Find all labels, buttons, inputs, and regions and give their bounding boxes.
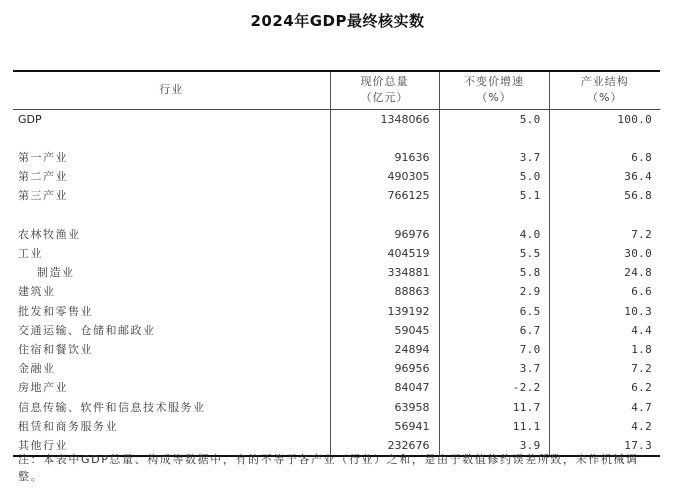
value-cell — [330, 129, 439, 148]
growth-cell: 2.9 — [439, 282, 549, 301]
share-cell: 6.6 — [549, 282, 660, 301]
table-spacer-row — [13, 129, 660, 148]
growth-cell — [439, 129, 549, 148]
value-cell — [330, 206, 439, 225]
value-cell: 91636 — [330, 148, 439, 167]
share-cell: 4.4 — [549, 321, 660, 340]
value-cell: 59045 — [330, 321, 439, 340]
industry-cell — [13, 206, 330, 225]
growth-cell: 3.7 — [439, 359, 549, 378]
growth-cell — [439, 206, 549, 225]
share-cell: 24.8 — [549, 263, 660, 282]
industry-cell: 制造业 — [37, 266, 75, 280]
industry-cell: 第一产业 — [18, 150, 68, 164]
value-cell: 56941 — [330, 417, 439, 436]
table-row — [13, 359, 660, 378]
industry-cell: 租赁和商务服务业 — [18, 419, 118, 433]
table-header-row — [13, 71, 660, 109]
value-cell: 334881 — [330, 263, 439, 282]
industry-cell: 工业 — [18, 246, 43, 260]
table-body — [13, 109, 660, 456]
header-share-line1: 产业结构 — [580, 75, 629, 89]
header-industry-label: 行业 — [159, 83, 184, 97]
growth-cell: 3.7 — [439, 148, 549, 167]
industry-cell: 建筑业 — [18, 285, 56, 299]
table-footnote: 注：本表中GDP总量、构成等数据中，有的不等于各产业（行业）之和，是由于数值修约误差所致，未作机械调整。 — [18, 453, 639, 483]
value-cell: 766125 — [330, 186, 439, 205]
industry-cell: 第三产业 — [18, 189, 68, 203]
industry-cell — [13, 129, 330, 148]
value-cell: 84047 — [330, 378, 439, 397]
growth-cell: 11.1 — [439, 417, 549, 436]
table-row — [13, 148, 660, 167]
growth-cell: 5.8 — [439, 263, 549, 282]
value-cell: 88863 — [330, 282, 439, 301]
document-title: 2024年GDP最终核实数 — [250, 12, 425, 30]
table-spacer-row — [13, 206, 660, 225]
value-cell: 139192 — [330, 302, 439, 321]
table-row — [13, 263, 660, 282]
share-cell: 100.0 — [549, 109, 660, 129]
header-value-line2: （亿元） — [360, 91, 409, 105]
table-row — [13, 378, 660, 397]
value-cell: 24894 — [330, 340, 439, 359]
share-cell: 7.2 — [549, 225, 660, 244]
share-cell — [549, 129, 660, 148]
share-cell: 4.2 — [549, 417, 660, 436]
value-cell: 490305 — [330, 167, 439, 186]
table-row — [13, 398, 660, 417]
industry-cell: 农林牧渔业 — [18, 227, 81, 241]
table-row — [13, 340, 660, 359]
growth-cell: -2.2 — [439, 378, 549, 397]
share-cell: 10.3 — [549, 302, 660, 321]
industry-cell: 住宿和餐饮业 — [18, 342, 93, 356]
industry-cell: 金融业 — [18, 362, 56, 376]
header-growth-line1: 不变价增速 — [464, 75, 524, 89]
growth-cell: 5.1 — [439, 186, 549, 205]
share-cell: 1.8 — [549, 340, 660, 359]
industry-cell: 第二产业 — [18, 170, 68, 184]
industry-cell: 批发和零售业 — [18, 304, 93, 318]
growth-cell: 6.7 — [439, 321, 549, 340]
share-cell: 6.2 — [549, 378, 660, 397]
industry-cell: 其他行业 — [13, 436, 330, 456]
growth-cell: 3.9 — [439, 436, 549, 456]
growth-cell: 7.0 — [439, 340, 549, 359]
table-row — [13, 302, 660, 321]
share-cell: 7.2 — [549, 359, 660, 378]
header-share-line2: （%） — [587, 91, 623, 105]
header-growth-line2: （%） — [476, 91, 512, 105]
industry-cell: GDP — [18, 112, 42, 126]
value-cell: 232676 — [330, 436, 439, 456]
growth-cell: 5.5 — [439, 244, 549, 263]
header-growth — [439, 71, 549, 109]
table-row — [13, 282, 660, 301]
header-industry — [13, 71, 330, 109]
share-cell: 36.4 — [549, 167, 660, 186]
table-row — [13, 244, 660, 263]
value-cell: 63958 — [330, 398, 439, 417]
industry-cell: 交通运输、仓储和邮政业 — [18, 323, 156, 337]
growth-cell: 11.7 — [439, 398, 549, 417]
table-row — [13, 167, 660, 186]
value-cell: 96976 — [330, 225, 439, 244]
growth-cell: 4.0 — [439, 225, 549, 244]
value-cell: 404519 — [330, 244, 439, 263]
table-row — [13, 186, 660, 205]
share-cell: 4.7 — [549, 398, 660, 417]
gdp-table — [13, 70, 660, 457]
share-cell: 30.0 — [549, 244, 660, 263]
value-cell: 1348066 — [330, 109, 439, 129]
share-cell — [549, 206, 660, 225]
table-row — [13, 109, 660, 129]
header-share — [549, 71, 660, 109]
growth-cell: 6.5 — [439, 302, 549, 321]
header-value-line1: 现价总量 — [360, 75, 409, 89]
growth-cell: 5.0 — [439, 167, 549, 186]
value-cell: 96956 — [330, 359, 439, 378]
share-cell: 17.3 — [549, 436, 660, 456]
growth-cell: 5.0 — [439, 109, 549, 129]
industry-cell: 信息传输、软件和信息技术服务业 — [18, 400, 206, 414]
table-row — [13, 321, 660, 340]
industry-cell: 房地产业 — [18, 381, 68, 395]
header-value — [330, 71, 439, 109]
table-row — [13, 225, 660, 244]
share-cell: 56.8 — [549, 186, 660, 205]
table-row — [13, 417, 660, 436]
share-cell: 6.8 — [549, 148, 660, 167]
